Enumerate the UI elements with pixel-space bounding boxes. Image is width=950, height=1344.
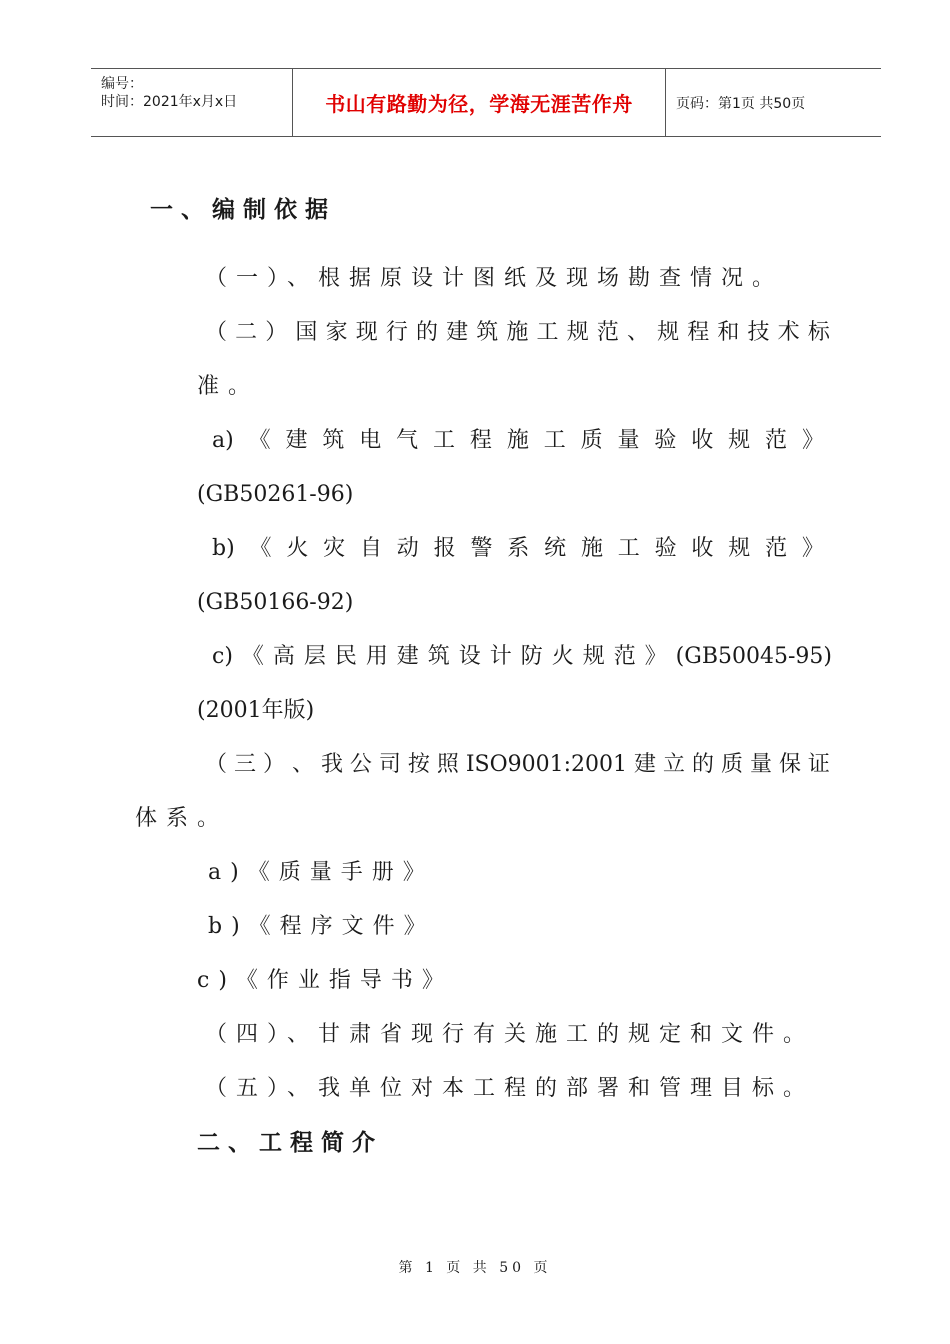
text-token: 、 <box>291 752 314 777</box>
text-token: (GB50045-95) <box>675 644 832 669</box>
text-token: 验 <box>654 536 677 561</box>
item2-line1 <box>205 318 830 348</box>
item2-line2: 准。 <box>197 374 260 399</box>
item-a-line1 <box>212 426 824 456</box>
text-token: 建 <box>285 428 308 453</box>
text-token: 筑 <box>427 644 450 669</box>
text-token: 电 <box>359 428 382 453</box>
text-token: 动 <box>396 536 419 561</box>
text-token: 气 <box>396 428 419 453</box>
text-token: 用 <box>365 644 388 669</box>
text-token: 》 <box>801 536 824 561</box>
text-token: 二 <box>235 320 258 345</box>
text-token: 建 <box>446 320 469 345</box>
text-token: 收 <box>691 428 714 453</box>
text-token: 《 <box>241 644 264 669</box>
page-footer: 第 1 页 共 50 页 <box>398 1260 552 1276</box>
text-token: 《 <box>249 536 272 561</box>
text-token: 自 <box>359 536 382 561</box>
text-token: 我 <box>320 752 343 777</box>
text-token: 现 <box>355 320 378 345</box>
text-token: 防 <box>520 644 543 669</box>
text-token: 民 <box>334 644 357 669</box>
text-token: 保 <box>778 752 801 777</box>
text-token: 范 <box>596 320 619 345</box>
text-token: 规 <box>728 536 751 561</box>
text-token: 筑 <box>476 320 499 345</box>
sub-item-a: a)《质量手册》 <box>208 860 434 885</box>
document-header <box>91 68 881 137</box>
motto: 书山有路勤为径，学海无涯苦作舟 <box>325 92 633 116</box>
text-token: 工 <box>617 536 640 561</box>
text-token: 程 <box>687 320 710 345</box>
text-token: ） <box>265 320 288 345</box>
item3-line1 <box>205 750 830 780</box>
number-label: 编号： <box>101 76 143 92</box>
text-token: 范 <box>765 536 788 561</box>
text-token: 火 <box>551 644 574 669</box>
text-token: 规 <box>582 644 605 669</box>
text-token: 国 <box>295 320 318 345</box>
text-token: 》 <box>644 644 667 669</box>
text-token: b) <box>212 536 235 561</box>
text-token: 工 <box>433 428 456 453</box>
text-token: 建 <box>634 752 657 777</box>
text-token: 程 <box>469 428 492 453</box>
item-b-line1 <box>212 534 824 564</box>
text-token: 统 <box>544 536 567 561</box>
text-token: 设 <box>458 644 481 669</box>
text-token: 的 <box>415 320 438 345</box>
text-token: 筑 <box>322 428 345 453</box>
text-token: （ <box>205 752 228 777</box>
text-token: 技 <box>747 320 770 345</box>
section1-title: 一、编制依据 <box>150 197 336 223</box>
header-page-cell <box>666 69 881 136</box>
text-token: 证 <box>807 752 830 777</box>
text-token: 三 <box>233 752 256 777</box>
text-token: 规 <box>728 428 751 453</box>
text-token: ） <box>262 752 285 777</box>
text-token: 的 <box>691 752 714 777</box>
text-token: 质 <box>720 752 743 777</box>
text-token: 行 <box>385 320 408 345</box>
item-c-line1 <box>212 642 832 672</box>
text-token: 施 <box>506 320 529 345</box>
text-token: 家 <box>325 320 348 345</box>
text-token: 施 <box>506 428 529 453</box>
item-a-line2: (GB50261-96) <box>197 482 354 507</box>
section2-title: 二、工程简介 <box>197 1130 383 1156</box>
text-token: 标 <box>807 320 830 345</box>
text-token: c) <box>212 644 233 669</box>
text-token: 照 <box>436 752 459 777</box>
item5: （五）、我单位对本工程的部署和管理目标。 <box>205 1076 815 1101</box>
text-token: 司 <box>378 752 401 777</box>
text-token: 规 <box>566 320 589 345</box>
text-token: 火 <box>286 536 309 561</box>
text-token: 建 <box>396 644 419 669</box>
text-token: 量 <box>617 428 640 453</box>
text-token: 工 <box>536 320 559 345</box>
text-token: 术 <box>777 320 800 345</box>
text-token: 立 <box>663 752 686 777</box>
sub-item-c: c)《作业指导书》 <box>197 968 453 993</box>
text-token: 范 <box>765 428 788 453</box>
text-token: 层 <box>303 644 326 669</box>
sub-item-b: b)《程序文件》 <box>208 914 435 939</box>
text-token: 系 <box>507 536 530 561</box>
text-token: 计 <box>489 644 512 669</box>
text-token: 施 <box>580 536 603 561</box>
text-token: 、 <box>626 320 649 345</box>
text-token: 量 <box>749 752 772 777</box>
text-token: 》 <box>801 428 824 453</box>
text-token: a) <box>212 428 234 453</box>
text-token: 报 <box>433 536 456 561</box>
page-code: 页码：第1页 共50页 <box>676 95 806 112</box>
text-token: 工 <box>543 428 566 453</box>
text-token: 验 <box>654 428 677 453</box>
text-token: 按 <box>407 752 430 777</box>
text-token: 收 <box>691 536 714 561</box>
time-label: 时间：2021年x月x日 <box>101 94 238 110</box>
item-c-line2: (2001年版) <box>197 698 315 723</box>
text-token: 质 <box>580 428 603 453</box>
text-token: （ <box>205 320 228 345</box>
item1: （一）、根据原设计图纸及现场勘查情况。 <box>205 266 784 291</box>
text-token: 规 <box>657 320 680 345</box>
text-token: 灾 <box>323 536 346 561</box>
text-token: 《 <box>248 428 271 453</box>
header-motto-cell <box>293 69 666 136</box>
text-token: 和 <box>717 320 740 345</box>
text-token: 范 <box>613 644 636 669</box>
item3-line2: 体系。 <box>135 806 229 831</box>
item-b-line2: (GB50166-92) <box>197 590 354 615</box>
text-token: ISO9001:2001 <box>465 752 628 777</box>
text-token: 公 <box>349 752 372 777</box>
header-meta <box>91 69 293 136</box>
text-token: 高 <box>272 644 295 669</box>
item4: （四）、甘肃省现行有关施工的规定和文件。 <box>205 1022 815 1047</box>
text-token: 警 <box>470 536 493 561</box>
